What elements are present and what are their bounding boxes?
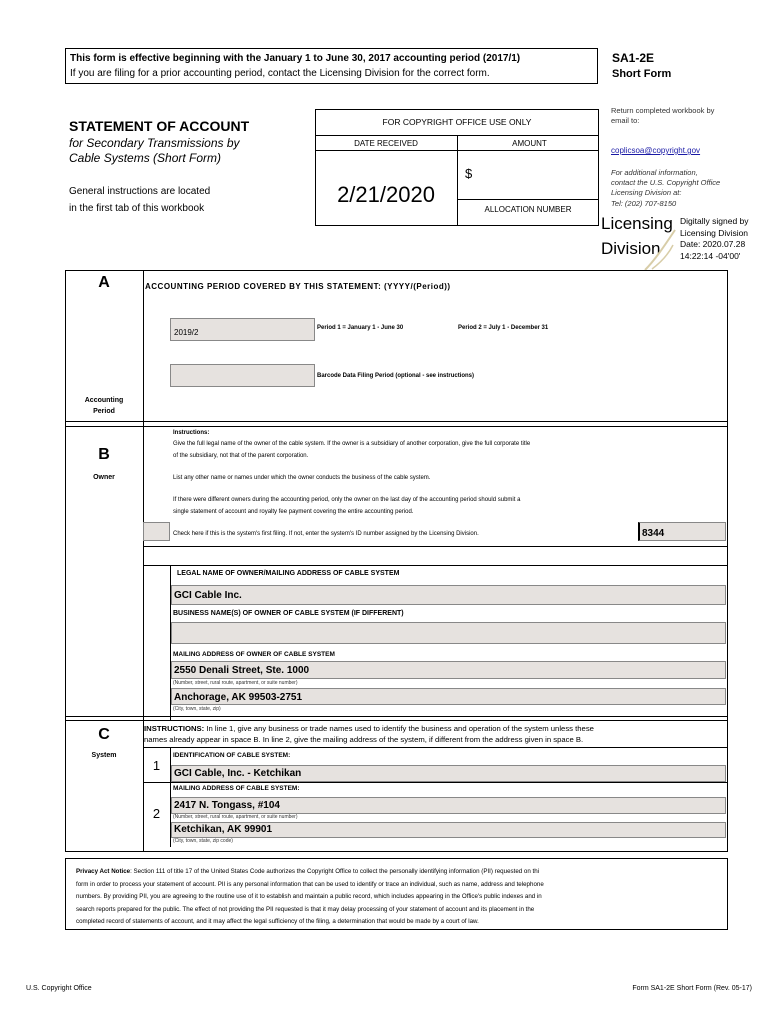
- signature-signed-2: Licensing Division: [680, 228, 749, 238]
- legal-name-value: GCI Cable Inc.: [174, 590, 242, 601]
- privacy-line-2: form in order to process your statement of account. PII is any personal information that can be used to identify or trace an individual, such as name, address and telephone: [76, 880, 544, 888]
- statement-title: STATEMENT OF ACCOUNT: [69, 118, 250, 134]
- privacy-line-4: search reports prepared for the public. The effect of not providing the PII requested is that it may delay processing of your statement of account and its placement in the: [76, 905, 535, 913]
- line-1-number: 1: [152, 758, 161, 773]
- first-filing-text: Check here if this is the system's first filing. If not, enter the system's ID number assigned by the Licensing Division.: [173, 531, 479, 537]
- section-b-instr-3b: single statement of account and royalty fee payment covering the entire accounting period.: [173, 509, 414, 515]
- section-a-letter: A: [98, 274, 110, 291]
- signature-date-1: Date: 2020.07.28: [680, 239, 746, 249]
- amount-label: AMOUNT: [512, 139, 547, 148]
- accounting-period-value: 2019/2: [174, 328, 199, 337]
- first-filing-checkbox[interactable]: [143, 522, 170, 541]
- privacy-line-3: numbers. By providing PII, you are agreeing to the routine use of it to establish and maintain a public record, which includes appearing in the Office's public indexes and in: [76, 893, 542, 901]
- allocation-number-label: ALLOCATION NUMBER: [484, 205, 572, 214]
- footer-right: Form SA1-2E Short Form (Rev. 05-17): [632, 985, 752, 992]
- section-c-instr-bold: INSTRUCTIONS:: [144, 724, 205, 733]
- section-c-letter: C: [98, 726, 110, 743]
- business-names-label: BUSINESS NAME(S) OF OWNER OF CABLE SYSTEM (IF DIFFERENT): [173, 610, 404, 617]
- section-b-instructions-title: Instructions:: [173, 430, 210, 436]
- form-code: SA1-2E: [612, 51, 655, 65]
- system-city-hint: (City, town, state, zip code): [173, 838, 233, 844]
- owner-street-hint: (Number, street, rural route, apartment, or suite number): [173, 680, 298, 686]
- statement-subtitle-2: Cable Systems (Short Form): [69, 151, 222, 165]
- section-c-instr-rest-1: In line 1, give any business or trade names used to identify the business and operation of the system unless these: [204, 724, 594, 733]
- office-use-header: FOR COPYRIGHT OFFICE USE ONLY: [382, 117, 532, 127]
- amount-dollar-sign: $: [465, 166, 473, 181]
- privacy-line-1: : Section 111 of title 17 of the United States Code authorizes the Copyright Office to collect the personally identifying information (PII) requested on thi: [130, 868, 540, 875]
- owner-street-value: 2550 Denali Street, Ste. 1000: [174, 665, 310, 676]
- general-instructions-2: in the first tab of this workbook: [69, 203, 205, 214]
- privacy-notice: [76, 866, 724, 929]
- effective-notice-line2: If you are filing for a prior accounting period, contact the Licensing Division for the correct form.: [70, 68, 490, 79]
- section-b-letter: B: [98, 446, 110, 463]
- section-b-instr-1b: of the subsidiary, not that of the parent corporation.: [173, 453, 309, 459]
- legal-name-input[interactable]: [171, 585, 726, 605]
- signature-scribble-icon: [640, 225, 680, 273]
- telephone-text: Tel: (202) 707-8150: [611, 199, 677, 208]
- signature-signed-1: Digitally signed by: [680, 216, 749, 226]
- date-received-label: DATE RECEIVED: [354, 139, 418, 148]
- additional-info-text: For additional information, contact the U.S. Copyright Office Licensing Division at:: [611, 168, 721, 197]
- section-a-label-1: Accounting: [84, 397, 124, 404]
- owner-city-value: Anchorage, AK 99503-2751: [174, 692, 303, 703]
- system-street-hint: (Number, street, rural route, apartment, or suite number): [173, 814, 298, 820]
- footer-left: U.S. Copyright Office: [26, 985, 92, 992]
- privacy-line-5: completed record of statements of account, and it may affect the legal sufficiency of the filing, a determination that would be made by a court of law.: [76, 918, 479, 926]
- section-a-label-2: Period: [93, 408, 115, 415]
- privacy-notice-title: Privacy Act Notice: [76, 868, 131, 875]
- signature-date-2: 14:22:14 -04'00': [680, 251, 741, 261]
- signature-name-1: Licensing: [601, 214, 673, 233]
- signature-name-2: Division: [601, 239, 661, 258]
- owner-mailing-label: MAILING ADDRESS OF OWNER OF CABLE SYSTEM: [173, 651, 335, 658]
- section-c-label: System: [91, 752, 117, 759]
- section-c-instr-rest-2: names already appear in space B. In line 2, give the mailing address of the system, if different from the address given in space B.: [144, 735, 584, 744]
- section-b-instr-1a: Give the full legal name of the owner of the cable system. If the owner is a subsidiary of another corporation, give the full corporate title: [173, 441, 531, 447]
- form-short-name: Short Form: [612, 68, 672, 80]
- owner-city-hint: (City, town, state, zip): [173, 706, 221, 712]
- return-info-text: Return completed workbook by email to:: [611, 106, 715, 125]
- legal-name-label: LEGAL NAME OF OWNER/MAILING ADDRESS OF CABLE SYSTEM: [177, 570, 400, 577]
- identification-label: IDENTIFICATION OF CABLE SYSTEM:: [173, 752, 291, 759]
- system-city-value: Ketchikan, AK 99901: [174, 824, 273, 835]
- system-id-value: 8344: [642, 528, 665, 539]
- barcode-period-input[interactable]: [170, 364, 315, 387]
- line-2-number: 2: [152, 806, 161, 821]
- section-a-heading: ACCOUNTING PERIOD COVERED BY THIS STATEMENT: (YYYY/(Period)): [145, 282, 451, 291]
- effective-notice-line1: This form is effective beginning with the January 1 to June 30, 2017 accounting period (2017/1): [70, 53, 521, 64]
- period-1-note: Period 1 = January 1 - June 30: [317, 325, 404, 331]
- period-2-note: Period 2 = July 1 - December 31: [458, 325, 549, 331]
- section-c-instructions: [144, 723, 728, 745]
- return-email-link[interactable]: coplicsoa@copyright.gov: [611, 146, 701, 155]
- system-street-value: 2417 N. Tongass, #104: [174, 800, 280, 811]
- business-names-input[interactable]: [171, 622, 726, 644]
- statement-subtitle-1: for Secondary Transmissions by: [69, 136, 240, 150]
- section-b-label: Owner: [93, 474, 115, 481]
- general-instructions-1: General instructions are located: [69, 186, 211, 197]
- system-mailing-label: MAILING ADDRESS OF CABLE SYSTEM:: [173, 785, 300, 792]
- section-b-instr-3a: If there were different owners during the accounting period, only the owner on the last day of the accounting period should submit a: [173, 497, 521, 503]
- section-b-instr-2: List any other name or names under which the owner conducts the business of the cable system.: [173, 475, 431, 481]
- barcode-period-label: Barcode Data Filing Period (optional - see instructions): [317, 373, 475, 379]
- date-received-value: 2/21/2020: [337, 182, 435, 207]
- identification-value: GCI Cable, Inc. - Ketchikan: [174, 768, 302, 779]
